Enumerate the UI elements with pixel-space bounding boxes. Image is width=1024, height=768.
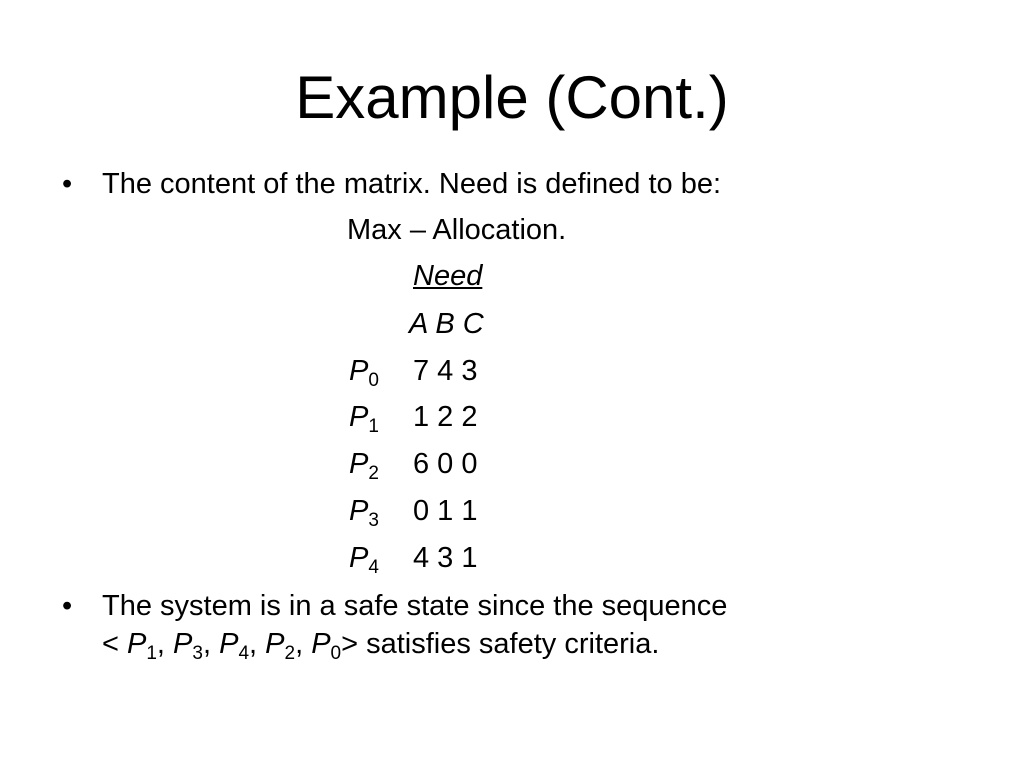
row-values: 0 1 1	[413, 495, 478, 527]
process-label: $P_4$	[349, 542, 379, 578]
matrix-column-header: A B C	[409, 308, 484, 340]
row-values: 4 3 1	[413, 542, 478, 574]
row-values: 7 4 3	[413, 355, 478, 387]
process-label: $P_1$	[349, 401, 379, 437]
bullet-text-safe-state: The system is in a safe state since the sequence	[102, 590, 728, 622]
process-label: $P_2$	[349, 448, 379, 484]
row-values: 6 0 0	[413, 448, 478, 480]
bullet-marker: •	[62, 168, 73, 200]
matrix-title: Need	[413, 260, 483, 292]
process-label: $P_0$	[349, 355, 379, 391]
safe-sequence: < $P_1$, $P_3$, $P_4$, $P_2$, $P_0>$ satisfies safety criteria.	[102, 628, 660, 664]
need-formula: Max – Allocation.	[347, 214, 567, 246]
slide-title: Example (Cont.)	[295, 64, 729, 131]
bullet-text-need-definition: The content of the matrix. Need is defined to be:	[102, 168, 722, 200]
process-label: $P_3$	[349, 495, 379, 531]
bullet-marker: •	[62, 590, 73, 622]
row-values: 1 2 2	[413, 401, 478, 433]
